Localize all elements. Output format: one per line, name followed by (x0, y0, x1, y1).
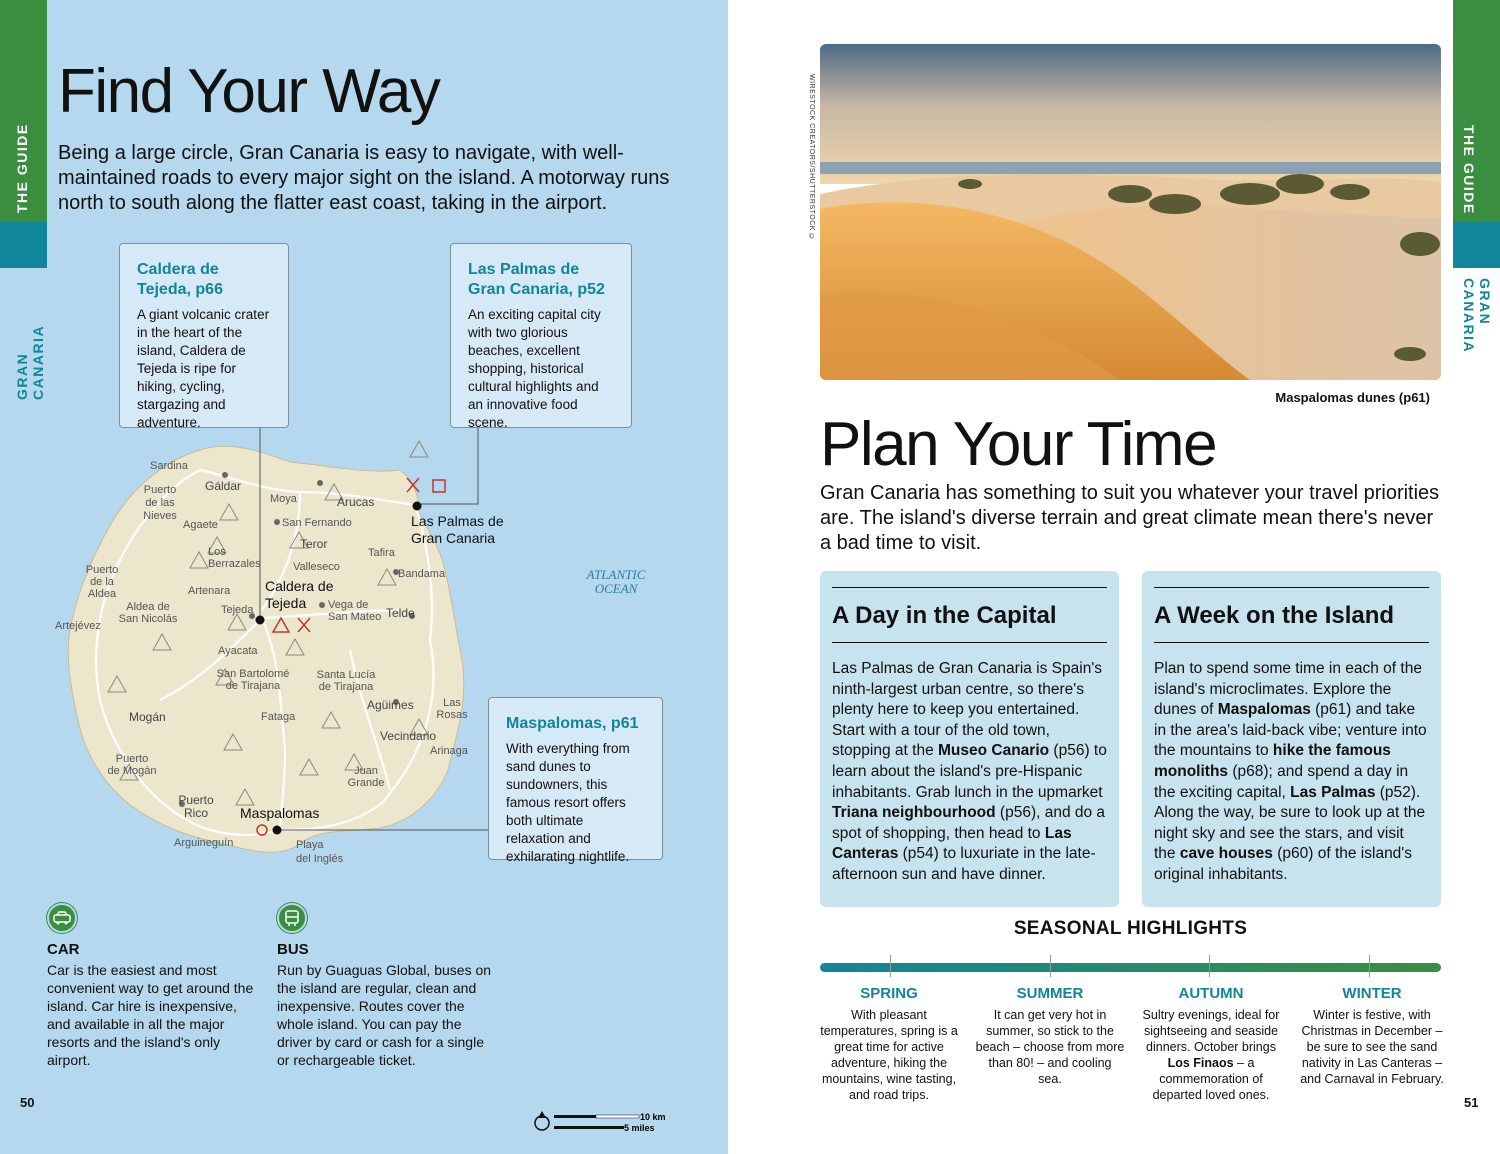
season-summer (975, 985, 1125, 1087)
season-autumn (1136, 985, 1286, 1103)
map-label-teror: Teror (300, 537, 328, 551)
season-desc: Winter is festive, with Christmas in December – be sure to see the sand nativity in Las Canteras – and Carnaval in February. (1300, 1008, 1444, 1086)
scale-km: 10 km (640, 1112, 666, 1122)
map-label-bandama: Bandama (398, 568, 446, 580)
map-label-juan-grande: Juan Grande (347, 765, 385, 789)
callout-body: An exciting capital city with two glorious beaches, excellent shopping, historical cultural highlights and an innovative food scene. (468, 307, 601, 430)
map-label-vega-san-mateo: Vega de San Mateo (328, 599, 382, 623)
map-label-maspalomas: Maspalomas (240, 805, 320, 821)
callout-title: Las Palmas de Gran Canaria, p52 (468, 261, 605, 298)
box-title: A Day in the Capital (832, 602, 1057, 629)
box-body: Las Palmas de Gran Canaria is Spain's ninth-largest urban centre, so there's plenty here to keep you entertained. Start with a tour of the old town, stopping at the Museo Canario (p56) to learn about the island's pre-Hispanic inhabitants. Grab lunch in the upmarket Triana neighbourhood (p56), and do a spot of shopping, then head to Las Canteras (p54) to luxuriate in the late-afternoon sun and have dinner. (832, 660, 1107, 883)
map-label-aldea-san-nicolas: Aldea de San Nicolás (118, 601, 178, 625)
region-tab-label: GRAN CANARIA (14, 324, 46, 400)
map-label-playa-ingles: Playa del Inglés (296, 839, 344, 865)
map-label-puerto-aldea: Puerto de la Aldea (85, 564, 119, 600)
right-page (728, 0, 1500, 1154)
photo-credit: WIRESTOCK CREATORS/SHUTTERSTOCK © (808, 74, 815, 241)
map-label-fataga: Fataga (261, 711, 296, 723)
transport-car (47, 903, 262, 1069)
map-label-galdar: Gáldar (205, 479, 242, 493)
callout-caldera-de-tejeda (119, 243, 289, 428)
car-icon (47, 903, 77, 933)
timeline-tick (1209, 955, 1210, 977)
timeline-tick (1050, 955, 1051, 977)
transport-heading: BUS (277, 941, 309, 958)
map-label-telde: Telde (386, 606, 415, 620)
region-tab-label: GRAN CANARIA (1461, 278, 1493, 354)
map-label-valleseco: Valleseco (293, 561, 340, 573)
page-number: 50 (20, 1095, 35, 1110)
transport-heading: CAR (47, 941, 80, 958)
season-spring (814, 985, 964, 1103)
map-label-puerto-rico: Puerto Rico (178, 793, 214, 820)
map-label-san-fernando: San Fernando (282, 517, 352, 529)
guide-tab-label: THE GUIDE (14, 123, 30, 213)
intro-text: Gran Canaria has something to suit you whatever your travel priorities are. The island's diverse terrain and great climate mean there's never a bad time to visit. (820, 482, 1440, 554)
season-winter (1297, 985, 1447, 1087)
map-label-las-palmas: Las Palmas de Gran Canaria (411, 513, 504, 546)
maspalomas-marker (273, 826, 282, 835)
bus-icon (277, 903, 307, 933)
map-label-las-rosas: Las Rosas (436, 697, 468, 721)
island-landmass (68, 446, 464, 852)
season-desc: With pleasant temperatures, spring is a great time for active adventure, hiking the mountains, wine tasting, and road trips. (820, 1008, 958, 1102)
map-label-arinaga: Arinaga (430, 745, 468, 757)
map-label-vecindario: Vecindario (380, 729, 437, 743)
dunes-photo (820, 44, 1441, 380)
map-label-arguineguin: Arguineguín (174, 837, 234, 849)
map-label-caldera: Caldera de Tejeda (265, 578, 334, 611)
map-label-tejeda: Tejeda (221, 604, 254, 616)
map-label-ocean: ATLANTIC OCEAN (586, 567, 646, 596)
page-title: Plan Your Time (820, 410, 1217, 479)
box-body: Plan to spend some time in each of the island's microclimates. Explore the dunes of Maspalomas (p61) and take in the area's laid-back vibe; venture into the mountains to hike the famous monoliths (p68); and spend a day in the exciting capital, Las Palmas (p52). Along the way, be sure to look up at the night sky and see the stars, and visit the cave houses (p60) of the island's original inhabitants. (1154, 660, 1427, 883)
callout-maspalomas (488, 697, 663, 864)
transport-body: Run by Guaguas Global, buses on the island are regular, clean and inexpensive. Routes cover the whole island. You can pay the driver by card or cash for a single or rechargeable ticket. (277, 962, 492, 1068)
map-label-aguimes: Agüimes (367, 698, 414, 712)
season-name: WINTER (1342, 985, 1402, 1002)
timeline-tick (890, 955, 891, 977)
season-name: AUTUMN (1178, 985, 1244, 1002)
scale-bar (530, 1108, 680, 1138)
season-timeline (820, 963, 1441, 972)
map-label-puerto-nieves: Puerto de las Nieves (143, 484, 177, 522)
map-label-tafira: Tafira (368, 547, 395, 559)
map-label-sardina: Sardina (150, 460, 188, 472)
region-tab-marker (1453, 222, 1500, 268)
north-arrow-icon (535, 1116, 549, 1130)
transport-bus (277, 903, 492, 1069)
week-on-island-box (1142, 571, 1441, 907)
map-label-artenara: Artenara (188, 585, 231, 597)
map-label-artejevez: Artejévez (55, 620, 101, 632)
page-number: 51 (1464, 1095, 1479, 1110)
map-label-puerto-mogan: Puerto de Mogán (107, 753, 157, 777)
season-name: SUMMER (1016, 985, 1084, 1002)
callout-title: Caldera de Tejeda, p66 (137, 261, 223, 298)
callout-body: A giant volcanic crater in the heart of the island, Caldera de Tejeda is ripe for hiking, cycling, stargazing and adventure. (137, 307, 270, 430)
map-label-ayacata: Ayacata (218, 645, 258, 657)
map-label-san-bartolome: San Bartolomé de Tirajana (216, 668, 290, 692)
intro-text: Being a large circle, Gran Canaria is easy to navigate, with well-maintained roads to every major sight on the island. A motorway runs north to south along the flatter east coast, taking in the airport. (58, 142, 670, 214)
transport-body: Car is the easiest and most convenient way to get around the island. Car hire is inexpensive, and available in all the major resorts and the island's only airport. (47, 962, 254, 1068)
caldera-marker (256, 616, 265, 625)
guide-tab-label: THE GUIDE (1461, 125, 1477, 215)
seasonal-highlights-title: SEASONAL HIGHLIGHTS (1013, 918, 1248, 939)
box-title: A Week on the Island (1154, 602, 1395, 629)
season-desc: Sultry evenings, ideal for sightseeing and seaside dinners. October brings Los Finaos – a commemoration of departed loved ones. (1142, 1008, 1280, 1102)
map-label-agaete: Agaete (183, 519, 218, 531)
callout-las-palmas (450, 243, 632, 428)
map-label-moya: Moya (270, 493, 297, 505)
map-label-santa-lucia: Santa Lucía de Tirajana (316, 669, 376, 693)
day-in-capital-box (820, 571, 1119, 907)
shopping-icon (433, 480, 445, 492)
left-page (0, 0, 728, 1154)
scale-miles: 5 miles (624, 1123, 655, 1133)
season-desc: It can get very hot in summer, so stick to the beach – choose from more than 80! – and cooling sea. (975, 1008, 1125, 1086)
page-title: Find Your Way (58, 57, 440, 126)
las-palmas-marker (413, 502, 422, 511)
photo-caption: Maspalomas dunes (p61) (1275, 390, 1430, 405)
map-label-los-berrazales: Los Berrazales (208, 546, 261, 570)
callout-title: Maspalomas, p61 (506, 715, 639, 732)
callout-body: With everything from sand dunes to sundowners, this famous resort offers both ultimate relaxation and exhilarating nightlife. (506, 741, 630, 864)
map-label-mogan: Mogán (129, 710, 166, 724)
timeline-tick (1369, 955, 1370, 977)
map-label-arucas: Arucas (337, 495, 375, 509)
season-name: SPRING (860, 985, 918, 1002)
